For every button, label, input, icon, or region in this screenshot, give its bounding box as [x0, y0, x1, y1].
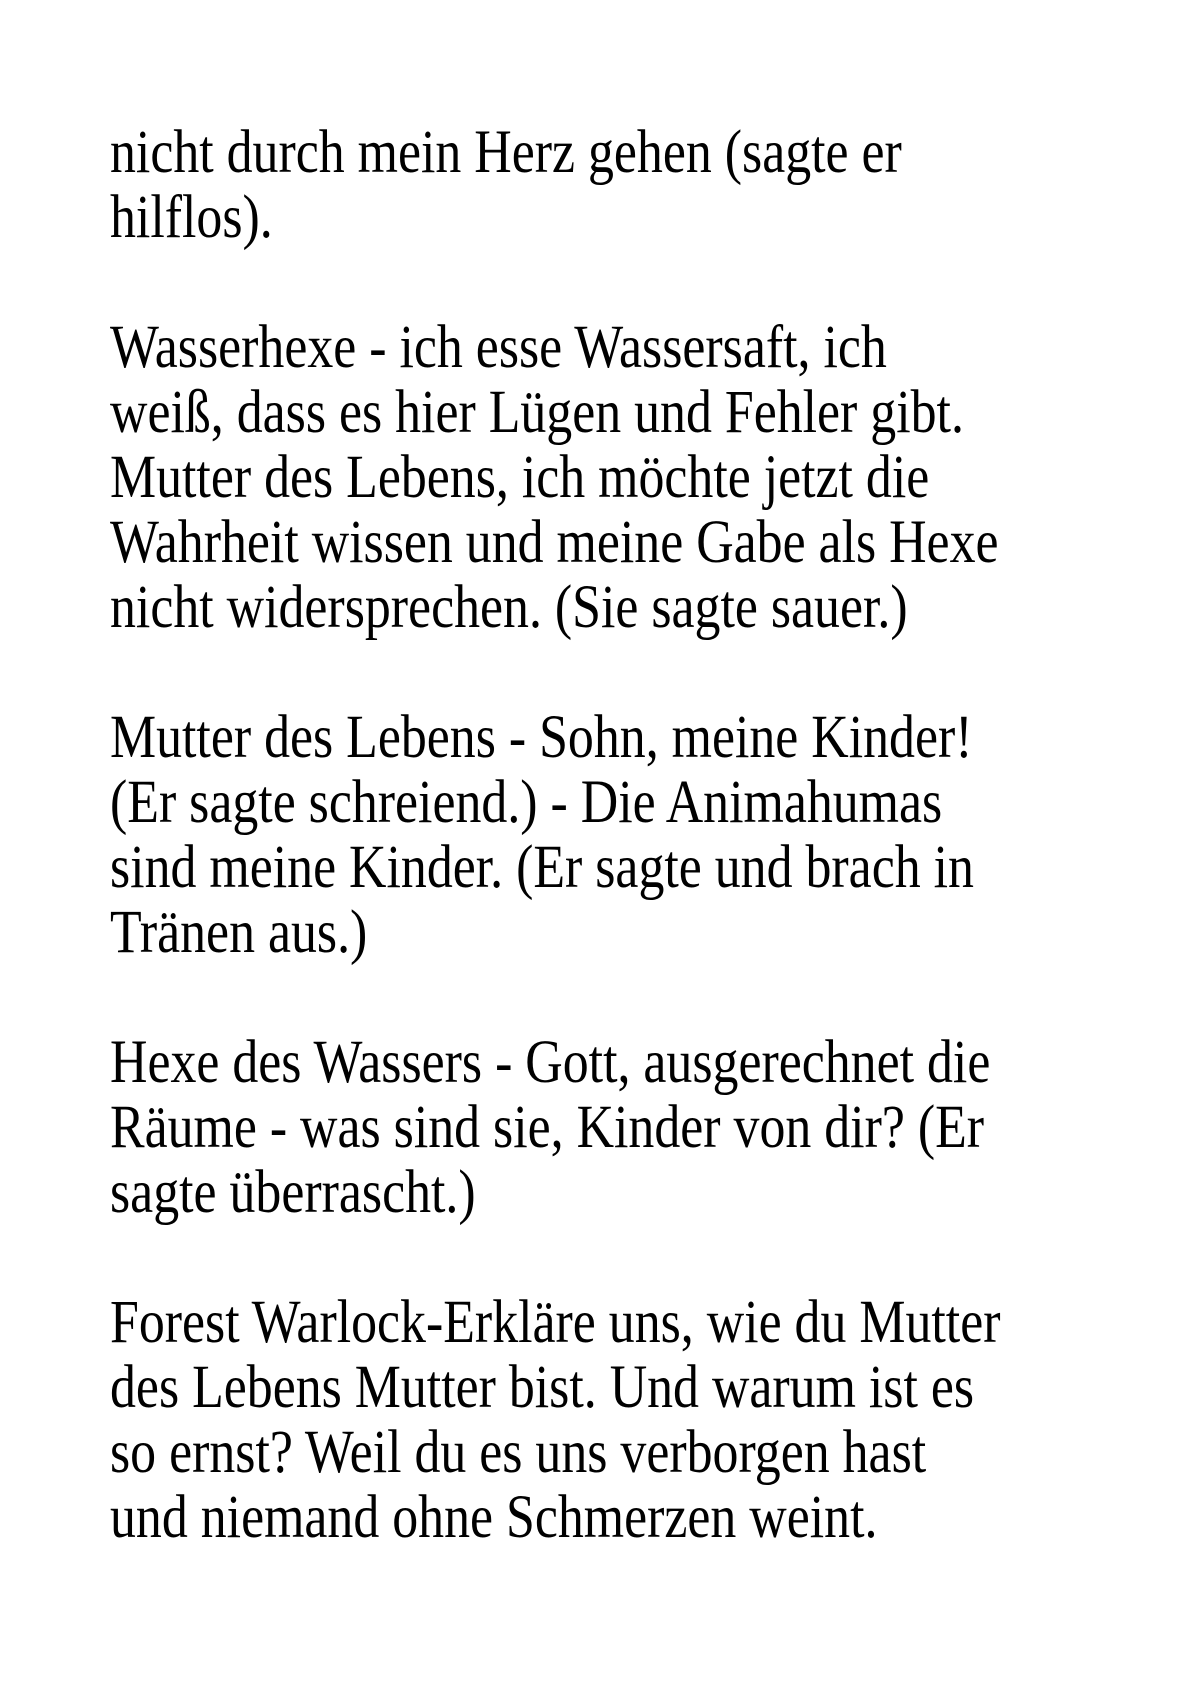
paragraph	[110, 705, 1088, 965]
text-line: des Lebens Mutter bist. Und warum ist es	[110, 1354, 975, 1421]
paragraph	[110, 1290, 1088, 1550]
text-line: Räume - was sind sie, Kinder von dir? (Er	[110, 1094, 985, 1161]
paragraph	[110, 1030, 1088, 1225]
text-line: hilflos).	[110, 184, 273, 251]
text-line: nicht widersprechen. (Sie sagte sauer.)	[110, 574, 908, 641]
text-line: Hexe des Wassers - Gott, ausgerechnet die	[110, 1029, 991, 1096]
text-line: Wasserhexe - ich esse Wassersaft, ich	[110, 314, 887, 381]
paragraph	[110, 315, 1088, 640]
text-line: Forest Warlock-Erkläre uns, wie du Mutter	[110, 1289, 1001, 1356]
text-line: Mutter des Lebens - Sohn, meine Kinder!	[110, 704, 973, 771]
text-line: Tränen aus.)	[110, 899, 368, 966]
text-line: Wahrheit wissen und meine Gabe als Hexe	[110, 509, 999, 576]
paragraph	[110, 120, 1088, 250]
text-line: sind meine Kinder. (Er sagte und brach in	[110, 834, 974, 901]
text-line: und niemand ohne Schmerzen weint.	[110, 1484, 878, 1551]
text-line: nicht durch mein Herz gehen (sagte er	[110, 119, 902, 186]
text-line: sagte überrascht.)	[110, 1159, 476, 1226]
text-body	[110, 120, 1088, 1550]
text-line: (Er sagte schreiend.) - Die Animahumas	[110, 769, 943, 836]
text-line: so ernst? Weil du es uns verborgen hast	[110, 1419, 927, 1486]
text-line: Mutter des Lebens, ich möchte jetzt die	[110, 444, 930, 511]
text-line: weiß, dass es hier Lügen und Fehler gibt.	[110, 379, 964, 446]
